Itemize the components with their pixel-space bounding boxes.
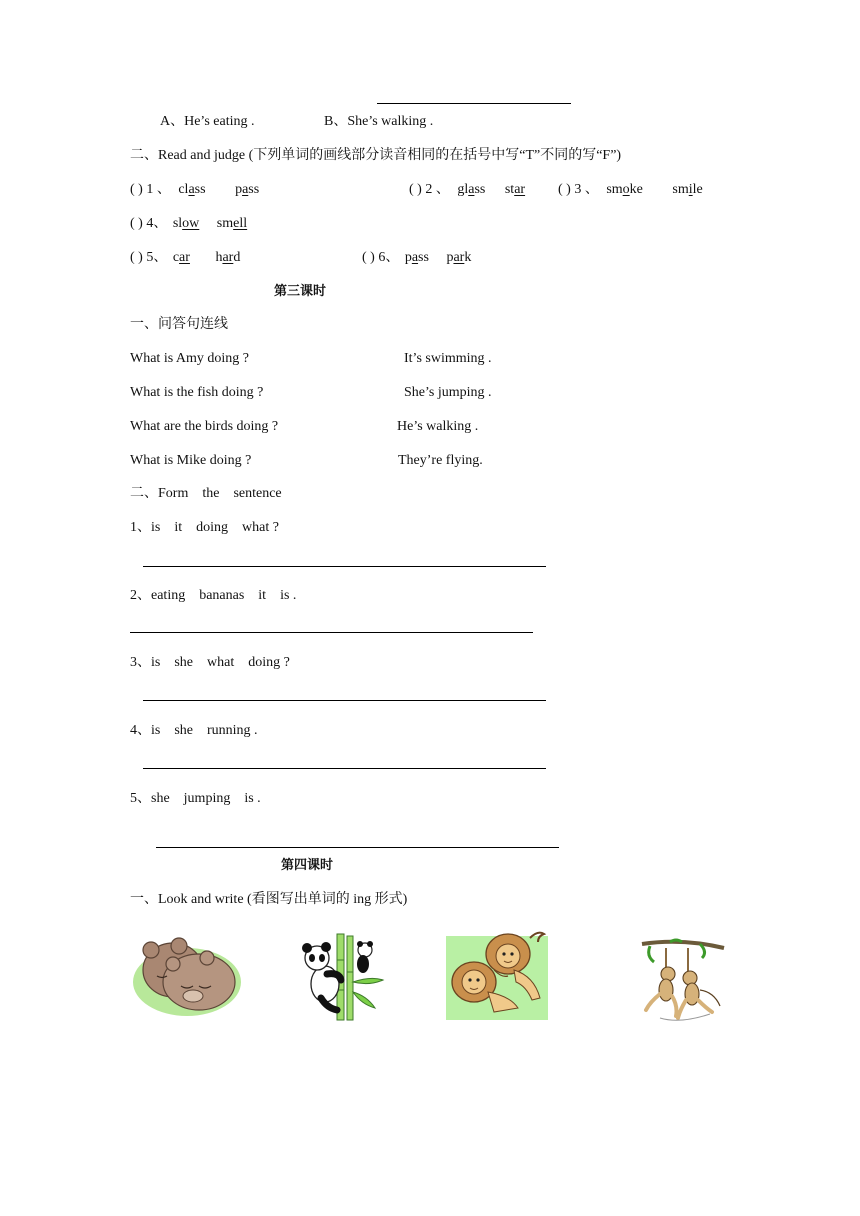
- section-read-judge-title: 二、Read and judge (下列单词的画线部分读音相同的在括号中写“T”不同的写“F”): [130, 148, 622, 163]
- sentence-1: 1、is it doing what ?: [130, 520, 279, 535]
- judge-item-6: ( ) 6、 pass park: [362, 250, 472, 265]
- lesson3-title: 第三课时: [274, 284, 327, 299]
- climbing-panda-picture: [299, 932, 391, 1022]
- answer-line-5: [156, 847, 559, 848]
- question-3: What are the birds doing ?: [130, 419, 279, 434]
- answer-line-top: [377, 103, 571, 104]
- judge-item-4: ( ) 4、 slow smell: [130, 216, 248, 231]
- swinging-monkeys-picture: [640, 938, 726, 1024]
- sentence-5: 5、she jumping is .: [130, 791, 261, 806]
- sentence-3: 3、is she what doing ?: [130, 655, 290, 670]
- lesson4-title: 第四课时: [281, 858, 334, 873]
- answer-3: He’s walking .: [397, 419, 479, 434]
- answer-1: It’s swimming .: [404, 351, 492, 366]
- answer-line-3: [143, 700, 546, 701]
- answer-2: She’s jumping .: [404, 385, 492, 400]
- judge-item-1: ( ) 1 、 class pass: [130, 182, 260, 197]
- sleeping-bears-picture: [131, 930, 243, 1022]
- question-1: What is Amy doing ?: [130, 351, 249, 366]
- answer-4: They’re flying.: [398, 453, 483, 468]
- judge-item-5: ( ) 5、 car hard: [130, 250, 241, 265]
- answer-line-1: [143, 566, 546, 567]
- question-4: What is Mike doing ?: [130, 453, 252, 468]
- lions-picture: [444, 926, 550, 1022]
- sentence-4: 4、is she running .: [130, 723, 258, 738]
- section-form-sentence-title: 二、Form the sentence: [130, 486, 282, 501]
- section-match-title: 一、问答句连线: [130, 317, 228, 332]
- judge-item-3: ( ) 3 、 smoke smile: [558, 182, 703, 197]
- section-look-write-title: 一、Look and write (看图写出单词的 ing 形式): [130, 892, 408, 907]
- option-a: A、He’s eating .: [160, 114, 255, 129]
- option-b: B、She’s walking .: [324, 114, 434, 129]
- answer-line-2: [130, 632, 533, 633]
- answer-line-4: [143, 768, 546, 769]
- sentence-2: 2、eating bananas it is .: [130, 588, 297, 603]
- question-2: What is the fish doing ?: [130, 385, 264, 400]
- judge-item-2: ( ) 2 、 glass star: [409, 182, 526, 197]
